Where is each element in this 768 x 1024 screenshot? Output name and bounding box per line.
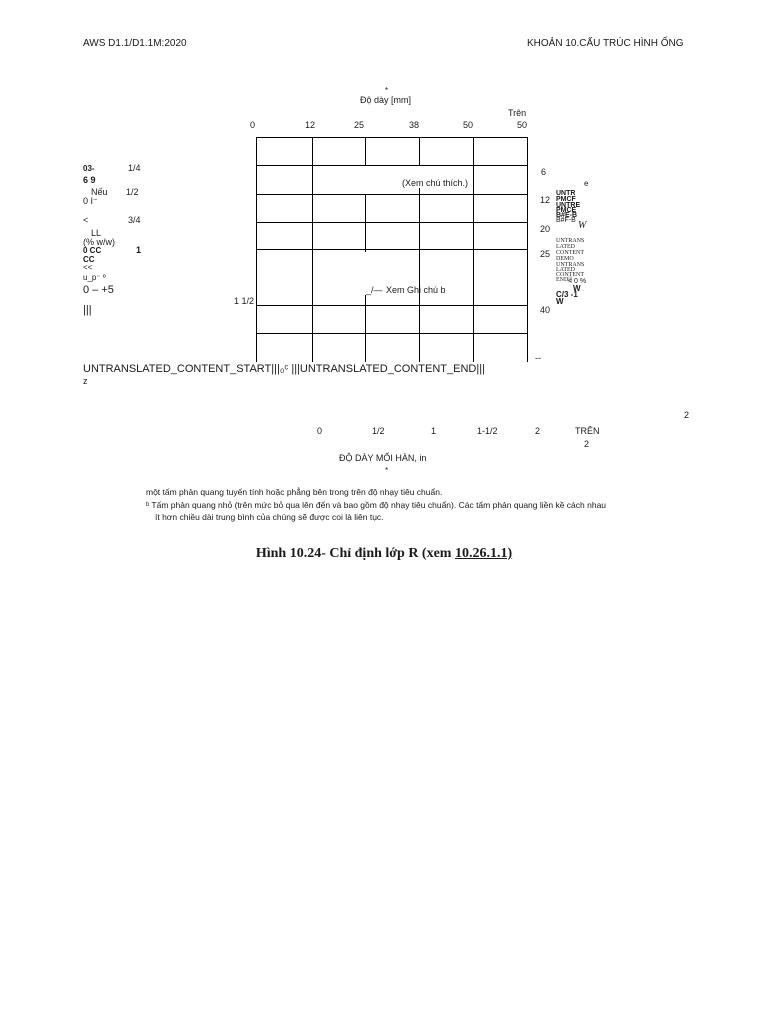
right-label: UNTRANS — [556, 238, 585, 244]
right-label: B#E-B — [556, 212, 578, 219]
bottom-right-corner: 2 — [684, 410, 690, 420]
right-label: END||| — [556, 277, 572, 283]
left-label: 1/4 — [128, 163, 141, 173]
left-label: 0 CC — [83, 246, 102, 255]
see-note-annotation: (Xem chú thích.) — [402, 178, 469, 188]
right-label: UNTR — [556, 190, 576, 197]
right-label: UNTRANS — [556, 262, 585, 268]
top-axis-marker: * — [385, 86, 389, 95]
left-label: u_p⁻ º — [83, 273, 106, 282]
left-label: << — [83, 263, 93, 272]
note-line-2: ᵇ Tấm phản quang nhỏ (trên mức bỏ qua lên đến và bao gồm độ nhạy tiêu chuẩn). Các tấm phản quang liền kề cách nhau — [146, 500, 607, 510]
right-tick: 6 — [541, 167, 547, 177]
bottom-over-value: 2 — [584, 439, 590, 449]
right-label: LATED — [556, 244, 575, 250]
left-label: 03- — [83, 164, 95, 173]
bottom-tick: 0 — [317, 426, 323, 436]
left-label: 6 9 — [83, 175, 96, 185]
left-label: 3/4 — [128, 215, 141, 225]
right-label: e — [584, 179, 589, 188]
left-label: CC — [83, 255, 95, 264]
header-left: AWS D1.1/D1.1M:2020 — [83, 38, 187, 49]
left-label: 1 — [136, 245, 142, 255]
bottom-tick: 1/2 — [372, 426, 385, 436]
figure-caption — [0, 546, 768, 562]
top-axis-label: Độ dày [mm] — [360, 95, 412, 105]
bottom-axis-marker: * — [385, 466, 389, 475]
right-label: W — [573, 284, 581, 293]
left-label: 0 – +5 — [83, 284, 114, 296]
left-label: 1/2 — [126, 187, 139, 197]
right-tick: 25 — [540, 249, 551, 259]
right-label: PMCF — [556, 196, 576, 203]
left-label: < — [83, 215, 89, 225]
top-tick: 25 — [354, 120, 365, 130]
right-label: CONTENT — [556, 272, 584, 278]
right-label: CONTENT — [556, 250, 584, 256]
left-label: ||| — [83, 304, 92, 316]
note-b-marker: _/— — [366, 285, 383, 295]
right-label: C/3 -1 — [556, 290, 578, 299]
bottom-tick: 2 — [535, 426, 541, 436]
see-note-b-annotation: Xem Ghi chú b — [386, 285, 446, 295]
right-tick: 20 — [540, 224, 551, 234]
untranslated-row: UNTRANSLATED_CONTENT_START|||₀ᶜ |||UNTRANSLATED_CONTENT_END||| — [83, 363, 485, 375]
note-line-3: ít hơn chiều dài trung bình của chúng sẽ được coi là liên tục. — [155, 512, 384, 522]
left-label: (% w/w) — [83, 237, 115, 247]
right-label: B#F-B — [556, 217, 576, 224]
top-tick: 50 — [517, 120, 528, 130]
chart-grid — [256, 137, 528, 362]
left-tick: 1 1/2 — [234, 296, 255, 306]
note-line-1: một tấm phản quang tuyến tính hoặc phẳng bên trong trên độ nhạy tiêu chuẩn. — [146, 487, 443, 497]
right-label: UNTRE — [556, 202, 581, 209]
right-label: DEMO — [556, 256, 574, 262]
bottom-tick: 1 — [431, 426, 437, 436]
bottom-tick: 1-1/2 — [477, 426, 498, 436]
right-label: < 0 % — [568, 278, 587, 285]
right-label: PMCE — [556, 207, 577, 214]
top-tick: 12 — [305, 120, 316, 130]
caption-prefix: Hình 10.24- Chỉ định lớp R (xem — [255, 546, 455, 561]
untranslated-z: z — [83, 376, 88, 386]
top-axis-over-label: Trên — [508, 108, 527, 118]
top-tick: 0 — [250, 120, 256, 130]
right-label: W — [556, 297, 564, 306]
left-label: LL — [91, 228, 102, 238]
bottom-tick: TRÊN — [575, 426, 600, 436]
top-tick: 38 — [409, 120, 420, 130]
header-right: KHOẢN 10.CẤU TRÚC HÌNH ỐNG — [527, 38, 684, 49]
right-tick: 40 — [540, 305, 551, 315]
bottom-axis-label: ĐỘ DÀY MỐI HÀN, in — [339, 453, 427, 463]
right-tick: -- — [535, 353, 541, 363]
left-label: 0 I⁻ — [83, 196, 98, 206]
right-tick: 12 — [540, 195, 551, 205]
left-label: Nếu — [91, 187, 108, 197]
right-label: LATED — [556, 267, 575, 273]
top-tick: 50 — [463, 120, 474, 130]
right-label: W — [578, 220, 587, 231]
caption-reference-link[interactable]: 10.26.1.1) — [454, 546, 513, 561]
